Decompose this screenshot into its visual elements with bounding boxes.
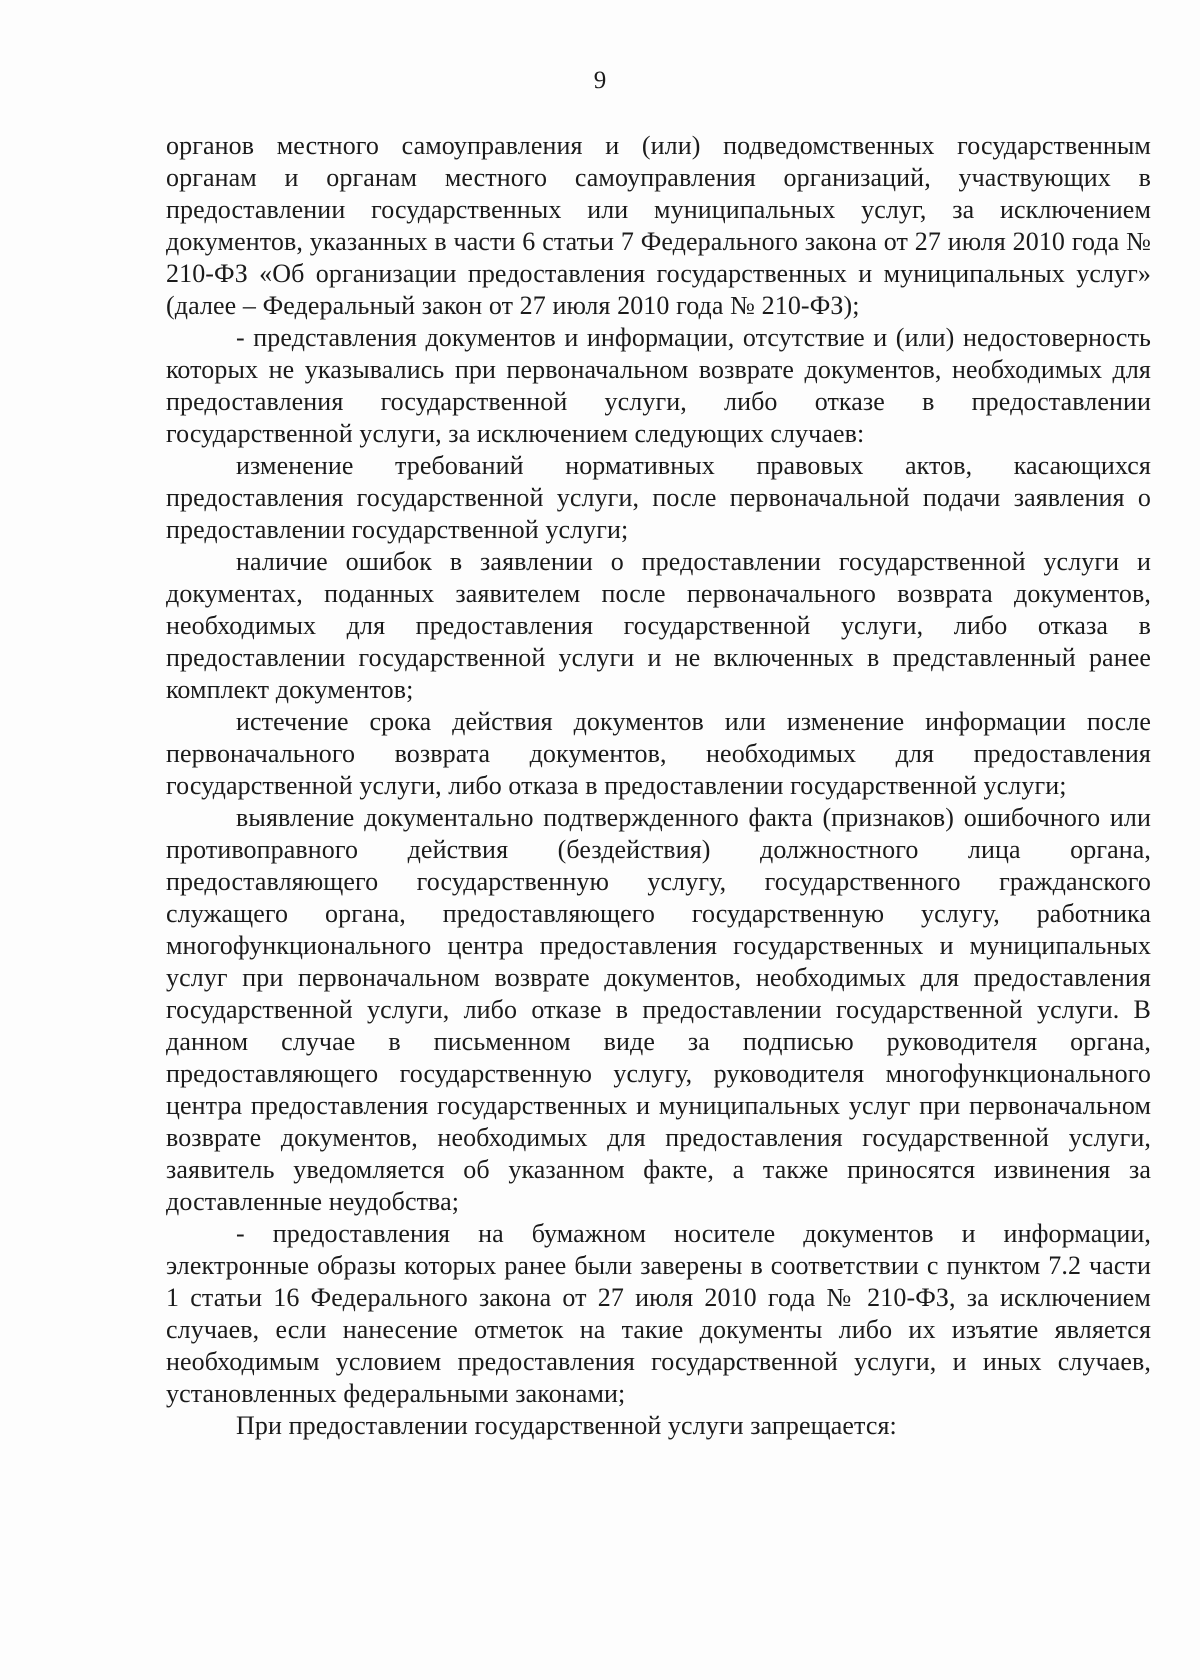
paragraph-case-requirements-change: изменение требований нормативных правовых актов, касающихся предоставления государственной услуги, после первоначальной подачи заявления о предоставлении государственной услуги; [166, 451, 1151, 544]
paragraph-prohibited-intro: При предоставлении государственной услуги запрещается: [236, 1411, 897, 1440]
paragraph-case-expiry: истечение срока действия документов или изменение информации после первоначального возврата документов, необходимых для предоставления государственной услуги, либо отказа в предоставлении государственной услуги; [166, 707, 1151, 800]
paragraph-continuation: органов местного самоуправления и (или) подведомственных государственным органам и органам местного самоуправления организаций, участвующих в предоставлении государственных или муниципальных услуг, за исключением документов, указанных в части 6 статьи 7 Федерального закона от 27 июля 2010 года № 210-ФЗ «Об организации предоставления государственных и муниципальных услуг» (далее – Федеральный закон от 27 июля 2010 года № 210-ФЗ); [166, 131, 1151, 320]
paragraph-case-errors: наличие ошибок в заявлении о предоставлении государственной услуги и документах, поданных заявителем после первоначального возврата документов, необходимых для предоставления государственной услуги, либо отказа в предоставлении государственной услуги и не включенных в представленный ранее комплект документов; [166, 547, 1151, 704]
page-number: 9 [593, 67, 607, 94]
paragraph-case-misconduct: выявление документально подтвержденного факта (признаков) ошибочного или противоправного действия (бездействия) должностного лица органа, предоставляющего государственную услугу, государственного гражданского служащего органа, предоставляющего государственную услугу, работника многофункционального центра предоставления государственных и муниципальных услуг при первоначальном возврате документов, необходимых для предоставления государственной услуги, либо отказе в предоставлении государственной услуги. В данном случае в письменном виде за подписью руководителя органа, предоставляющего государственную услугу, руководителя многофункционального центра предоставления государственных и муниципальных услуг при первоначальном возврате документов, необходимых для предоставления государственной услуги, заявитель уведомляется об указанном факте, а также приносятся извинения за доставленные неудобства; [166, 803, 1151, 1216]
paragraph-list-item-documents-info: - представления документов и информации, отсутствие и (или) недостоверность которых не указывались при первоначальном возврате документов, необходимых для предоставления государственной услуги, либо отказе в предоставлении государственной услуги, за исключением следующих случаев: [166, 323, 1151, 448]
document-body [166, 130, 1151, 1442]
paragraph-list-item-paper-documents: - предоставления на бумажном носителе документов и информации, электронные образы которых ранее были заверены в соответствии с пунктом 7.2 части 1 статьи 16 Федерального закона от 27 июля 2010 года № 210-ФЗ, за исключением случаев, если нанесение отметок на такие документы либо их изъятие является необходимым условием предоставления государственной услуги, и иных случаев, установленных федеральными законами; [166, 1219, 1151, 1408]
